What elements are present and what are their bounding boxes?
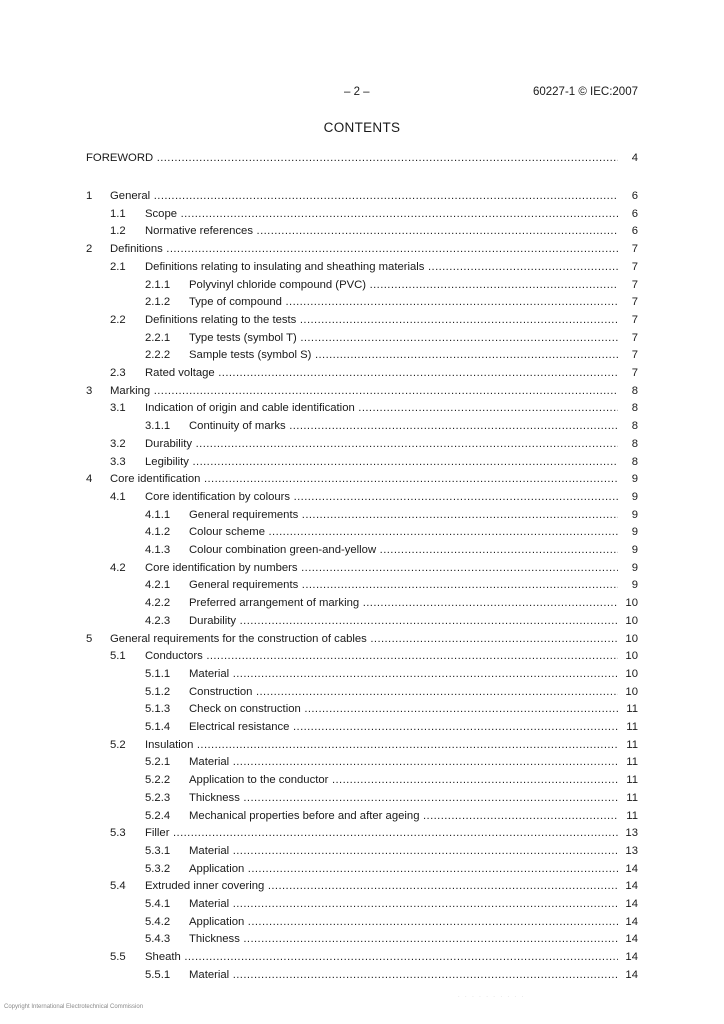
toc-entry-number: 5.4 (110, 880, 126, 893)
toc-entry-page: 7 (618, 365, 638, 381)
toc-entry-number: 3 (86, 384, 93, 397)
toc-entry-number: 3.3 (110, 455, 126, 468)
toc-entry-page: 7 (618, 347, 638, 363)
toc-entry-page: 9 (618, 471, 638, 487)
toc-entry-page: 10 (618, 595, 638, 611)
toc-entry-title: Construction ..... (189, 684, 632, 700)
toc-entry-title: Thickness ..... (189, 790, 632, 806)
toc-entry[interactable] (0, 843, 724, 859)
toc-entry-title: FOREWORD ..... (86, 150, 632, 166)
toc-entry-number: 5.3 (110, 827, 126, 840)
toc-entry-number: 5.1.1 (145, 667, 171, 680)
toc-entry-title: Insulation ..... (145, 737, 632, 753)
toc-entry-page: 14 (618, 967, 638, 983)
toc-entry-number: 2.2.2 (145, 349, 171, 362)
toc-entry-number: 5.2.1 (145, 756, 171, 769)
toc-entry-page: 9 (618, 507, 638, 523)
toc-entry[interactable] (0, 772, 724, 788)
toc-entry[interactable] (0, 666, 724, 682)
toc-entry-page: 14 (618, 949, 638, 965)
toc-entry[interactable] (0, 223, 724, 239)
toc-entry[interactable] (0, 719, 724, 735)
toc-entry-number: 2.1.1 (145, 278, 171, 291)
footer-watermark-mark: · · · · · · · · · · (458, 994, 526, 1000)
toc-entry-page: 8 (618, 383, 638, 399)
toc-entry-page: 7 (618, 312, 638, 328)
toc-entry-number: 4.2.3 (145, 614, 171, 627)
page-title: CONTENTS (323, 120, 401, 135)
toc-entry-page: 14 (618, 931, 638, 947)
toc-entry-page: 14 (618, 896, 638, 912)
toc-entry-title: Filler ..... (145, 825, 632, 841)
toc-entry[interactable] (0, 259, 724, 275)
toc-entry[interactable] (0, 454, 724, 470)
toc-entry-title: General requirements ..... (189, 577, 632, 593)
toc-entry-page: 11 (618, 790, 638, 806)
toc-entry-title: Core identification by colours ..... (145, 489, 632, 505)
toc-entry-title: General requirements for the construction of cables ..... (110, 631, 632, 647)
toc-entry-page: 11 (618, 737, 638, 753)
toc-entry-number: 5.3.2 (145, 862, 171, 875)
toc-entry[interactable] (0, 418, 724, 434)
toc-entry-title: Preferred arrangement of marking ..... (189, 595, 632, 611)
toc-entry-number: 4.1.3 (145, 544, 171, 556)
toc-entry-page: 7 (618, 241, 638, 257)
toc-entry-page: 14 (618, 861, 638, 877)
toc-entry-title: Definitions relating to the tests ..... (145, 312, 632, 328)
toc-entry-page: 4 (618, 150, 638, 166)
toc-entry-title: Rated voltage ..... (145, 365, 632, 381)
toc-entry-title: Durability ..... (189, 613, 632, 629)
toc-entry[interactable] (0, 914, 724, 930)
toc-entry-title: Definitions ..... (110, 241, 632, 257)
toc-entry-number: 2.1.2 (145, 296, 171, 309)
toc-entry-page: 9 (618, 560, 638, 576)
toc-entry[interactable] (0, 436, 724, 452)
toc-entry-page: 8 (618, 436, 638, 452)
toc-entry-page: 10 (618, 666, 638, 682)
toc-entry-page: 6 (618, 223, 638, 239)
toc-entry-number: 3.1.1 (145, 420, 171, 433)
toc-entry-number: 3.2 (110, 437, 126, 450)
toc-entry-page: 7 (618, 259, 638, 275)
toc-entry-title: Conductors ..... (145, 648, 632, 664)
toc-entry-number: 5.4.1 (145, 898, 171, 910)
toc-entry-number: 5.3.1 (145, 844, 171, 857)
toc-entry-number: 1 (86, 190, 93, 202)
toc-entry[interactable] (0, 277, 724, 293)
toc-entry-title: Legibility ..... (145, 454, 632, 470)
toc-entry[interactable] (0, 312, 724, 328)
toc-entry-title: Material ..... (189, 843, 632, 859)
toc-entry-number: 5.1.2 (145, 685, 171, 698)
toc-entry-number: 4.2.2 (145, 597, 171, 610)
toc-entry-title: Scope ..... (145, 206, 632, 222)
toc-entry-page: 13 (618, 843, 638, 859)
toc-entry-page: 9 (618, 577, 638, 593)
toc-entry-number: 5.2.2 (145, 774, 171, 787)
toc-entry-page: 10 (618, 631, 638, 647)
toc-entry[interactable] (0, 896, 724, 912)
toc-entry[interactable] (0, 206, 724, 222)
toc-entry[interactable] (0, 560, 724, 576)
toc-entry[interactable] (0, 949, 724, 965)
toc-entry-number: 2.2.1 (145, 331, 171, 344)
toc-entry-page: 6 (618, 188, 638, 204)
toc-entry[interactable] (0, 471, 724, 487)
toc-entry[interactable] (0, 524, 724, 540)
toc-entry[interactable] (0, 489, 724, 505)
toc-entry-number: 3.1 (110, 402, 126, 415)
toc-entry-number: 4.2.1 (145, 579, 171, 592)
toc-entry-title: Material ..... (189, 666, 632, 682)
toc-entry-title: Mechanical properties before and after ageing ..... (189, 808, 632, 824)
toc-entry-title: Material ..... (189, 967, 632, 983)
toc-entry-page: 14 (618, 878, 638, 894)
toc-entry-number: 4.1.1 (145, 508, 171, 521)
toc-entry[interactable] (0, 595, 724, 611)
toc-entry-number: 2.2 (110, 313, 126, 326)
toc-entry-number: 5.1 (110, 650, 126, 663)
toc-entry-number: 4.2 (110, 561, 126, 574)
toc-entry-title: Colour combination green-and-yellow ..... (189, 542, 632, 558)
toc-entry-title: Marking ..... (110, 383, 632, 399)
toc-entry-title: Sheath ..... (145, 949, 632, 965)
toc-entry-title: General ..... (110, 188, 632, 204)
toc-entry-title: Type tests (symbol T) ..... (189, 330, 632, 346)
toc-entry-page: 11 (618, 754, 638, 770)
toc-entry-number: 5.5.1 (145, 968, 171, 981)
toc-entry-page: 13 (618, 825, 638, 841)
toc-entry[interactable] (0, 701, 724, 717)
toc-entry-title: Polyvinyl chloride compound (PVC) ..... (189, 277, 632, 293)
toc-entry-page: 11 (618, 808, 638, 824)
toc-entry-title: Core identification by numbers ..... (145, 560, 632, 576)
toc-entry-number: 1.2 (110, 225, 126, 238)
toc-entry-title: Durability ..... (145, 436, 632, 452)
toc-entry-page: 9 (618, 524, 638, 540)
toc-entry-number: 5.2.3 (145, 791, 171, 804)
toc-entry-page: 8 (618, 400, 638, 416)
toc-entry[interactable] (0, 241, 724, 257)
toc-entry[interactable] (0, 542, 724, 558)
toc-entry-page: 7 (618, 294, 638, 310)
toc-entry[interactable] (0, 400, 724, 416)
toc-entry-number: 2.3 (110, 367, 126, 379)
toc-entry-title: Electrical resistance ..... (189, 719, 632, 735)
toc-entry[interactable] (0, 967, 724, 983)
toc-entry[interactable] (0, 808, 724, 824)
toc-entry[interactable] (0, 737, 724, 753)
toc-entry-number: 5.4.2 (145, 915, 171, 928)
toc-entry-title: Core identification ..... (110, 471, 632, 487)
toc-entry-page: 11 (618, 701, 638, 717)
toc-entry-title: Application ..... (189, 914, 632, 930)
toc-entry[interactable] (0, 613, 724, 629)
toc-entry[interactable] (0, 365, 724, 381)
toc-entry[interactable] (0, 507, 724, 523)
toc-entry-title: Colour scheme ..... (189, 524, 632, 540)
toc-entry-number: 5.4.3 (145, 933, 171, 946)
toc-entry[interactable] (0, 790, 724, 806)
toc-entry-page: 9 (618, 489, 638, 505)
toc-entry[interactable] (0, 684, 724, 700)
toc-entry[interactable] (0, 188, 724, 204)
toc-entry-number: 1.1 (110, 207, 126, 220)
toc-entry-page: 8 (618, 418, 638, 434)
toc-entry-title: Extruded inner covering ..... (145, 878, 632, 894)
toc-entry[interactable] (0, 878, 724, 894)
toc-entry-number: 5 (86, 632, 93, 645)
toc-entry-title: Indication of origin and cable identification ..... (145, 400, 632, 416)
toc-entry-page: 7 (618, 330, 638, 346)
toc-entry-number: 5.2 (110, 738, 126, 751)
toc-entry[interactable] (0, 754, 724, 770)
toc-entry-number: 2 (86, 243, 93, 256)
toc-entry-number: 5.1.3 (145, 703, 171, 716)
toc-entry-title: Thickness ..... (189, 931, 632, 947)
toc-entry-title: Check on construction ..... (189, 701, 632, 717)
toc-entry-page: 8 (618, 454, 638, 470)
toc-entry-title: Application to the conductor ..... (189, 772, 632, 788)
toc-entry[interactable] (0, 648, 724, 664)
toc-entry-title: Definitions relating to insulating and sheathing materials ..... (145, 259, 632, 275)
toc-entry-number: 5.5 (110, 951, 126, 964)
toc-entry-title: Material ..... (189, 896, 632, 912)
toc-entry[interactable] (0, 825, 724, 841)
page-number: – 2 – (344, 86, 370, 98)
toc-entry-title: Type of compound ..... (189, 294, 632, 310)
footer-copyright: Copyright International Electrotechnical Commission (4, 1004, 144, 1010)
toc-entry-title: Material ..... (189, 754, 632, 770)
toc-entry-title: Continuity of marks ..... (189, 418, 632, 434)
toc-entry-page: 7 (618, 277, 638, 293)
toc-entry[interactable] (0, 577, 724, 593)
toc-entry-title: Normative references ..... (145, 223, 632, 239)
toc-entry-page: 10 (618, 648, 638, 664)
toc-entry-page: 9 (618, 542, 638, 558)
toc-entry-title: Application ..... (189, 861, 632, 877)
toc-entry-number: 4.1 (110, 490, 126, 503)
toc-entry-page: 14 (618, 914, 638, 930)
toc-entry-page: 6 (618, 206, 638, 222)
toc-entry[interactable] (0, 861, 724, 877)
toc-entry-page: 11 (618, 719, 638, 735)
toc-entry-number: 4.1.2 (145, 526, 171, 539)
toc-entry-page: 11 (618, 772, 638, 788)
toc-entry[interactable] (0, 330, 724, 346)
toc-entry-number: 4 (86, 473, 93, 486)
standard-reference: 60227-1 © IEC:2007 (532, 86, 638, 98)
toc-entry[interactable] (0, 347, 724, 363)
toc-entry-title: Sample tests (symbol S) ..... (189, 347, 632, 363)
toc-entry-page: 10 (618, 613, 638, 629)
toc-entry-number: 5.1.4 (145, 721, 171, 733)
toc-entry-number: 5.2.4 (145, 809, 171, 822)
toc-entry[interactable] (0, 631, 724, 647)
toc-entry-page: 10 (618, 684, 638, 700)
toc-entry-number: 2.1 (110, 260, 126, 273)
toc-entry[interactable] (0, 294, 724, 310)
toc-entry-title: General requirements ..... (189, 507, 632, 523)
toc-entry[interactable] (0, 150, 724, 166)
toc-entry[interactable] (0, 383, 724, 399)
toc-entry[interactable] (0, 931, 724, 947)
